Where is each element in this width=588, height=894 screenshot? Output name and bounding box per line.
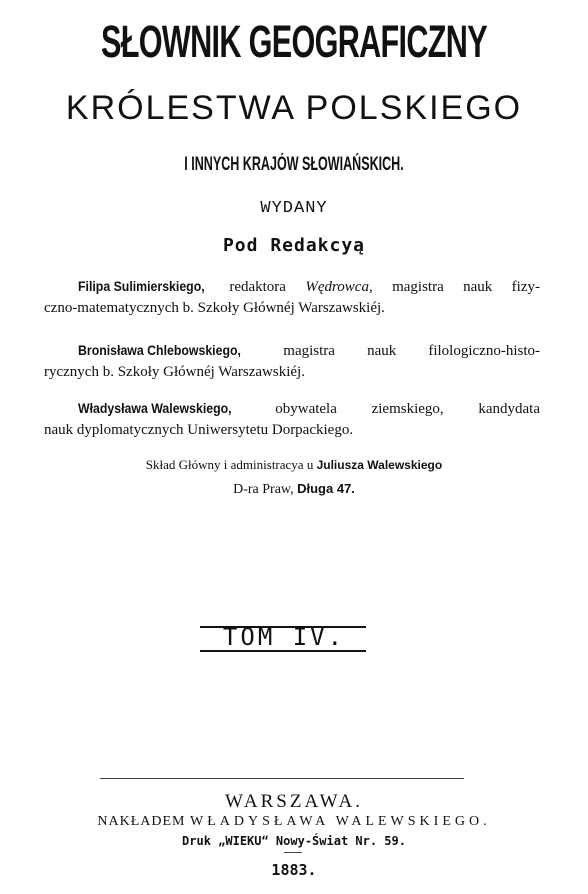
- editor-text: redaktora: [209, 279, 306, 295]
- editor-name: Filipa Sulimierskiego,: [78, 278, 205, 294]
- imprint-publisher-line: [0, 812, 588, 832]
- editor-line-2: nauk dyplomatycznych Uniwersytetu Dorpackiego.: [44, 422, 354, 438]
- editor-line-1: [44, 276, 540, 298]
- editor-text: obywatela ziemskiego, kandydata: [240, 401, 540, 417]
- editor-line-1: [44, 340, 540, 362]
- praw-prefix: D-ra Praw,: [233, 482, 298, 497]
- praw-line: [0, 480, 588, 499]
- editor-journal: Wędrowca,: [305, 279, 373, 295]
- sklad-line: [0, 456, 588, 474]
- editor-name: Bronisława Chlebowskiego,: [78, 342, 241, 358]
- editor-line-1: [44, 398, 540, 420]
- editor-entry-2: [44, 340, 540, 383]
- editor-text: magistra nauk fizy-: [372, 279, 540, 295]
- volume-label: [200, 622, 368, 652]
- divider-rule: [100, 778, 464, 779]
- imprint-year: 1883.: [271, 861, 317, 879]
- title-line-3: I INNYCH KRAJÓW SŁOWIAŃSKICH.: [184, 154, 404, 175]
- sklad-prefix: Skład Główny i administracya u: [145, 457, 317, 472]
- wydany-label: WYDANY: [260, 199, 328, 218]
- sklad-name: Juliusza Walewskiego: [316, 458, 443, 472]
- imprint-nakladem: NAKŁADEM: [97, 814, 186, 829]
- imprint-city: WARSZAWA.: [225, 791, 363, 812]
- title-line-1: SŁOWNIK GEOGRAFICZNY: [101, 16, 487, 67]
- editor-entry-1: [44, 276, 540, 319]
- editor-entry-3: [44, 398, 540, 441]
- imprint-printer: Druk „WIEKU“ Nowy-Świat Nr. 59.: [182, 834, 406, 848]
- volume-text: TOM IV.: [222, 623, 346, 651]
- editor-line-2: czno-matematycznych b. Szkoły Głównéj Warszawskiéj.: [44, 300, 385, 316]
- editor-line-2: rycznych b. Szkoły Głównéj Warszawskiéj.: [44, 364, 305, 380]
- imprint-publisher: WŁADYSŁAWA WALEWSKIEGO.: [190, 814, 491, 829]
- short-divider: [284, 852, 302, 853]
- editor-name: Władysława Walewskiego,: [78, 400, 232, 416]
- pod-redakcya-label: Pod Redakcyą: [222, 235, 366, 256]
- title-line-2: KRÓLESTWA POLSKIEGO: [65, 89, 523, 127]
- editor-text: magistra nauk filologiczno-histo-: [251, 343, 540, 359]
- praw-address: Długa 47.: [297, 481, 355, 496]
